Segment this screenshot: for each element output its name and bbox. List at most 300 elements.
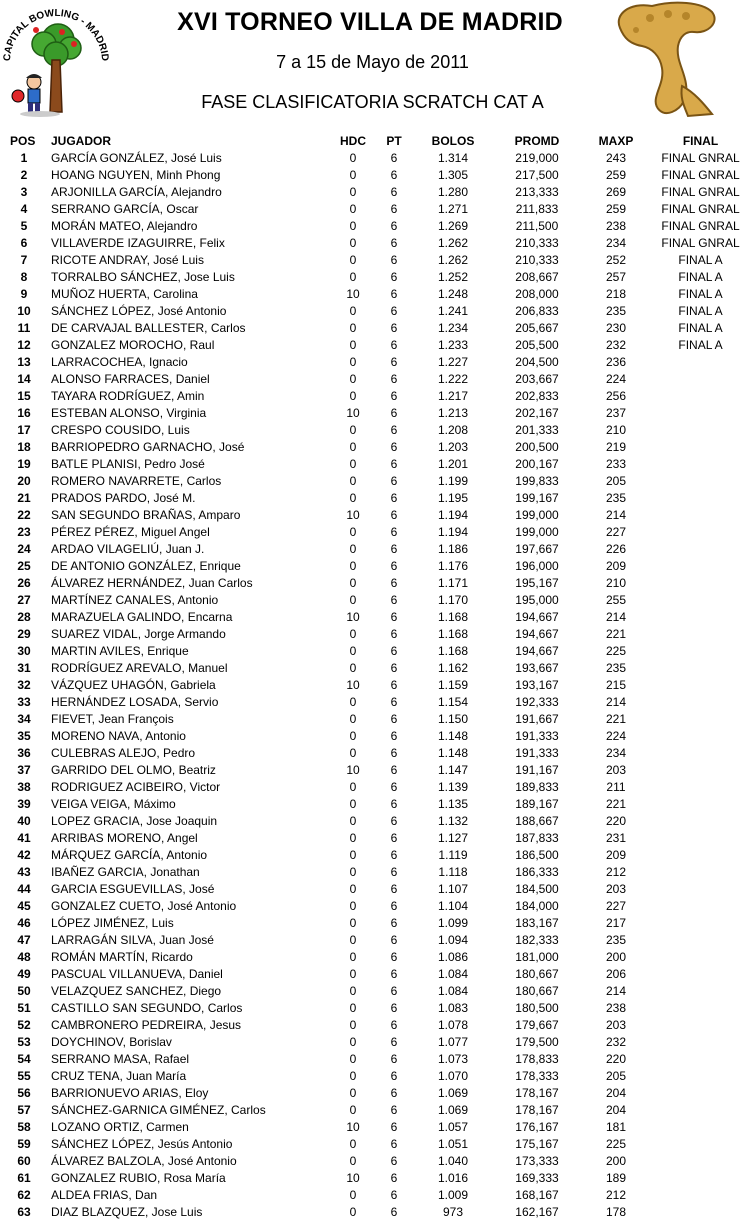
cell-pos: 56 bbox=[17, 1085, 31, 1100]
cell-hdc: 0 bbox=[349, 1085, 357, 1100]
cell-maxp: 212 bbox=[605, 864, 627, 879]
cell-hdc: 0 bbox=[349, 150, 357, 165]
cell-promd: 210,333 bbox=[515, 235, 559, 250]
table-row bbox=[0, 863, 747, 880]
cell-maxp: 238 bbox=[605, 1000, 627, 1015]
table-row bbox=[0, 149, 747, 166]
cell-pos: 22 bbox=[17, 507, 31, 522]
cell-pos: 13 bbox=[17, 354, 31, 369]
cell-final bbox=[651, 778, 747, 795]
cell-maxp: 204 bbox=[605, 1102, 627, 1117]
table-row bbox=[0, 1050, 747, 1067]
cell-final bbox=[651, 387, 747, 404]
cell-bolos: 1.252 bbox=[437, 269, 469, 284]
cell-hdc: 0 bbox=[349, 167, 357, 182]
cell-pos: 5 bbox=[20, 218, 28, 233]
table-row bbox=[0, 642, 747, 659]
cell-pt: 6 bbox=[390, 456, 398, 471]
standings-table bbox=[0, 132, 747, 1220]
cell-jugador: ARRIBAS MORENO, Angel bbox=[51, 830, 198, 845]
cell-pos: 48 bbox=[17, 949, 31, 964]
cell-pt: 6 bbox=[390, 966, 398, 981]
cell-pt: 6 bbox=[390, 422, 398, 437]
table-row bbox=[0, 1152, 747, 1169]
cell-maxp: 181 bbox=[605, 1119, 627, 1134]
cell-pt: 6 bbox=[390, 388, 398, 403]
cell-bolos: 1.168 bbox=[437, 626, 469, 641]
cell-maxp: 178 bbox=[605, 1204, 627, 1219]
cell-final bbox=[651, 625, 747, 642]
cell-pt: 6 bbox=[390, 881, 398, 896]
cell-maxp: 225 bbox=[605, 1136, 627, 1151]
cell-promd: 191,333 bbox=[515, 745, 559, 760]
cell-jugador: SÁNCHEZ LÓPEZ, Jesús Antonio bbox=[51, 1136, 233, 1151]
cell-pt: 6 bbox=[390, 524, 398, 539]
cell-jugador: MARTIN AVILES, Enrique bbox=[51, 643, 189, 658]
cell-promd: 191,333 bbox=[515, 728, 559, 743]
cell-final bbox=[651, 795, 747, 812]
cell-final bbox=[651, 914, 747, 931]
cell-maxp: 226 bbox=[605, 541, 627, 556]
cell-maxp: 221 bbox=[605, 626, 627, 641]
cell-pt: 6 bbox=[390, 184, 398, 199]
cell-final: FINAL A bbox=[678, 320, 723, 335]
cell-bolos: 1.186 bbox=[437, 541, 469, 556]
cell-hdc: 0 bbox=[349, 252, 357, 267]
table-row bbox=[0, 353, 747, 370]
cell-bolos: 1.069 bbox=[437, 1102, 469, 1117]
cell-final bbox=[651, 829, 747, 846]
cell-pos: 60 bbox=[17, 1153, 31, 1168]
cell-pos: 33 bbox=[17, 694, 31, 709]
cell-pos: 55 bbox=[17, 1068, 31, 1083]
cell-final bbox=[651, 642, 747, 659]
cell-maxp: 232 bbox=[605, 337, 627, 352]
cell-pos: 4 bbox=[20, 201, 28, 216]
cell-jugador: SERRANO GARCÍA, Oscar bbox=[51, 201, 199, 216]
cell-bolos: 1.233 bbox=[437, 337, 469, 352]
cell-final bbox=[651, 523, 747, 540]
cell-bolos: 1.150 bbox=[437, 711, 469, 726]
cell-jugador: RODRÍGUEZ AREVALO, Manuel bbox=[51, 660, 228, 675]
cell-pos: 34 bbox=[17, 711, 31, 726]
cell-bolos: 1.147 bbox=[437, 762, 469, 777]
table-row bbox=[0, 965, 747, 982]
cell-final bbox=[651, 948, 747, 965]
cell-maxp: 233 bbox=[605, 456, 627, 471]
cell-promd: 203,667 bbox=[515, 371, 559, 386]
cell-hdc: 10 bbox=[346, 677, 360, 692]
cell-promd: 183,167 bbox=[515, 915, 559, 930]
cell-final bbox=[651, 999, 747, 1016]
cell-promd: 162,167 bbox=[515, 1204, 559, 1219]
cell-pt: 6 bbox=[390, 728, 398, 743]
cell-pos: 57 bbox=[17, 1102, 31, 1117]
cell-hdc: 0 bbox=[349, 201, 357, 216]
cell-bolos: 1.073 bbox=[437, 1051, 469, 1066]
cell-pos: 24 bbox=[17, 541, 31, 556]
cell-maxp: 214 bbox=[605, 983, 627, 998]
table-row bbox=[0, 302, 747, 319]
cell-maxp: 203 bbox=[605, 1017, 627, 1032]
cell-hdc: 0 bbox=[349, 575, 357, 590]
cell-final bbox=[651, 710, 747, 727]
cell-promd: 180,667 bbox=[515, 966, 559, 981]
cell-hdc: 10 bbox=[346, 507, 360, 522]
cell-final: FINAL GNRAL bbox=[661, 184, 740, 199]
cell-bolos: 973 bbox=[442, 1204, 464, 1219]
cell-pt: 6 bbox=[390, 1187, 398, 1202]
cell-final bbox=[651, 1033, 747, 1050]
cell-hdc: 10 bbox=[346, 1119, 360, 1134]
cell-pt: 6 bbox=[390, 1017, 398, 1032]
cell-bolos: 1.104 bbox=[437, 898, 469, 913]
cell-maxp: 200 bbox=[605, 949, 627, 964]
cell-hdc: 0 bbox=[349, 932, 357, 947]
cell-pt: 6 bbox=[390, 932, 398, 947]
table-row bbox=[0, 455, 747, 472]
table-row bbox=[0, 336, 747, 353]
cell-final bbox=[651, 693, 747, 710]
cell-jugador: ROMERO NAVARRETE, Carlos bbox=[51, 473, 222, 488]
cell-maxp: 227 bbox=[605, 524, 627, 539]
cell-promd: 210,333 bbox=[515, 252, 559, 267]
cell-bolos: 1.217 bbox=[437, 388, 469, 403]
cell-pos: 40 bbox=[17, 813, 31, 828]
cell-bolos: 1.084 bbox=[437, 966, 469, 981]
cell-bolos: 1.118 bbox=[438, 864, 468, 879]
cell-jugador: RICOTE ANDRAY, José Luis bbox=[51, 252, 204, 267]
cell-jugador: HOANG NGUYEN, Minh Phong bbox=[51, 167, 221, 182]
cell-promd: 168,167 bbox=[515, 1187, 559, 1202]
cell-bolos: 1.213 bbox=[437, 405, 469, 420]
cell-bolos: 1.099 bbox=[437, 915, 469, 930]
table-row bbox=[0, 1033, 747, 1050]
cell-hdc: 0 bbox=[349, 813, 357, 828]
table-row bbox=[0, 1084, 747, 1101]
cell-maxp: 238 bbox=[605, 218, 627, 233]
cell-jugador: VEIGA VEIGA, Máximo bbox=[51, 796, 176, 811]
cell-hdc: 0 bbox=[349, 269, 357, 284]
cell-final bbox=[651, 1169, 747, 1186]
cell-bolos: 1.070 bbox=[437, 1068, 469, 1083]
cell-promd: 173,333 bbox=[515, 1153, 559, 1168]
cell-pos: 44 bbox=[17, 881, 31, 896]
cell-maxp: 209 bbox=[605, 847, 627, 862]
cell-maxp: 231 bbox=[605, 830, 627, 845]
cell-final bbox=[651, 846, 747, 863]
cell-hdc: 0 bbox=[349, 1153, 357, 1168]
cell-promd: 184,500 bbox=[515, 881, 559, 896]
cell-pos: 51 bbox=[17, 1000, 31, 1015]
cell-pt: 6 bbox=[390, 541, 398, 556]
table-row bbox=[0, 183, 747, 200]
cell-hdc: 0 bbox=[349, 541, 357, 556]
cell-pt: 6 bbox=[390, 439, 398, 454]
cell-final bbox=[651, 676, 747, 693]
cell-bolos: 1.139 bbox=[437, 779, 469, 794]
cell-hdc: 0 bbox=[349, 728, 357, 743]
cell-pt: 6 bbox=[390, 473, 398, 488]
cell-final bbox=[651, 1118, 747, 1135]
cell-final bbox=[651, 659, 747, 676]
cell-hdc: 0 bbox=[349, 643, 357, 658]
cell-hdc: 0 bbox=[349, 830, 357, 845]
cell-bolos: 1.171 bbox=[437, 575, 469, 590]
cell-promd: 208,000 bbox=[515, 286, 559, 301]
cell-bolos: 1.194 bbox=[437, 507, 469, 522]
cell-pt: 6 bbox=[390, 1153, 398, 1168]
cell-jugador: LARRAGÁN SILVA, Juan José bbox=[51, 932, 214, 947]
table-row bbox=[0, 829, 747, 846]
cell-hdc: 0 bbox=[349, 864, 357, 879]
cell-promd: 202,833 bbox=[515, 388, 559, 403]
table-row bbox=[0, 1203, 747, 1220]
table-row bbox=[0, 523, 747, 540]
cell-hdc: 0 bbox=[349, 439, 357, 454]
cell-bolos: 1.170 bbox=[437, 592, 469, 607]
cell-pos: 53 bbox=[17, 1034, 31, 1049]
table-row bbox=[0, 268, 747, 285]
cell-final bbox=[651, 744, 747, 761]
cell-pt: 6 bbox=[390, 711, 398, 726]
cell-jugador: SUAREZ VIDAL, Jorge Armando bbox=[51, 626, 226, 641]
cell-hdc: 0 bbox=[349, 1000, 357, 1015]
cell-final: FINAL GNRAL bbox=[661, 150, 740, 165]
table-row bbox=[0, 914, 747, 931]
cell-promd: 202,167 bbox=[515, 405, 559, 420]
cell-jugador: TAYARA RODRÍGUEZ, Amin bbox=[51, 388, 205, 403]
cell-bolos: 1.057 bbox=[437, 1119, 469, 1134]
cell-hdc: 0 bbox=[349, 847, 357, 862]
cell-pos: 17 bbox=[17, 422, 31, 437]
cell-pos: 23 bbox=[17, 524, 31, 539]
cell-promd: 188,667 bbox=[515, 813, 559, 828]
cell-pos: 12 bbox=[17, 337, 31, 352]
cell-jugador: DIAZ BLAZQUEZ, Jose Luis bbox=[51, 1204, 203, 1219]
cell-maxp: 189 bbox=[605, 1170, 627, 1185]
cell-jugador: GARCÍA GONZÁLEZ, José Luis bbox=[51, 150, 222, 165]
cell-final bbox=[651, 1203, 747, 1220]
table-row bbox=[0, 744, 747, 761]
cell-hdc: 0 bbox=[349, 1136, 357, 1151]
table-row bbox=[0, 506, 747, 523]
cell-bolos: 1.159 bbox=[437, 677, 469, 692]
cell-hdc: 0 bbox=[349, 354, 357, 369]
cell-maxp: 209 bbox=[605, 558, 627, 573]
cell-jugador: GARCIA ESGUEVILLAS, José bbox=[51, 881, 215, 896]
cell-final bbox=[651, 353, 747, 370]
cell-pt: 6 bbox=[390, 1170, 398, 1185]
cell-jugador: VILLAVERDE IZAGUIRRE, Felix bbox=[51, 235, 225, 250]
cell-jugador: FIEVET, Jean François bbox=[51, 711, 174, 726]
cell-hdc: 0 bbox=[349, 1034, 357, 1049]
cell-jugador: TORRALBO SÁNCHEZ, Jose Luis bbox=[51, 269, 235, 284]
cell-final bbox=[651, 1135, 747, 1152]
cell-jugador: GONZALEZ RUBIO, Rosa María bbox=[51, 1170, 226, 1185]
cell-maxp: 255 bbox=[605, 592, 627, 607]
cell-pos: 35 bbox=[17, 728, 31, 743]
cell-pos: 25 bbox=[17, 558, 31, 573]
cell-pt: 6 bbox=[390, 235, 398, 250]
cell-hdc: 0 bbox=[349, 1102, 357, 1117]
cell-final bbox=[651, 608, 747, 625]
table-row bbox=[0, 489, 747, 506]
cell-promd: 182,333 bbox=[515, 932, 559, 947]
cell-final bbox=[651, 812, 747, 829]
cell-pos: 27 bbox=[17, 592, 31, 607]
cell-final bbox=[651, 880, 747, 897]
cell-final bbox=[651, 1152, 747, 1169]
cell-bolos: 1.069 bbox=[437, 1085, 469, 1100]
table-row bbox=[0, 931, 747, 948]
cell-pos: 26 bbox=[17, 575, 31, 590]
cell-bolos: 1.234 bbox=[437, 320, 469, 335]
cell-jugador: CRUZ TENA, Juan María bbox=[51, 1068, 187, 1083]
cell-jugador: SAN SEGUNDO BRAÑAS, Amparo bbox=[51, 507, 241, 522]
cell-maxp: 224 bbox=[605, 728, 627, 743]
cell-pos: 42 bbox=[17, 847, 31, 862]
cell-bolos: 1.119 bbox=[438, 847, 468, 862]
cell-bolos: 1.132 bbox=[437, 813, 469, 828]
table-row bbox=[0, 370, 747, 387]
cell-pos: 11 bbox=[17, 320, 31, 335]
col-header-final: FINAL bbox=[682, 133, 719, 148]
cell-promd: 179,500 bbox=[515, 1034, 559, 1049]
cell-bolos: 1.040 bbox=[437, 1153, 469, 1168]
cell-promd: 211,833 bbox=[515, 201, 559, 216]
cell-jugador: MUÑOZ HUERTA, Carolina bbox=[51, 286, 198, 301]
cell-bolos: 1.168 bbox=[437, 609, 469, 624]
cell-bolos: 1.009 bbox=[437, 1187, 469, 1202]
cell-maxp: 234 bbox=[605, 235, 627, 250]
cell-jugador: ALONSO FARRACES, Daniel bbox=[51, 371, 210, 386]
cell-maxp: 214 bbox=[605, 609, 627, 624]
table-row bbox=[0, 778, 747, 795]
cell-pos: 18 bbox=[17, 439, 31, 454]
table-row bbox=[0, 846, 747, 863]
cell-pt: 6 bbox=[390, 303, 398, 318]
table-row bbox=[0, 795, 747, 812]
table-row bbox=[0, 693, 747, 710]
cell-promd: 217,500 bbox=[515, 167, 559, 182]
cell-hdc: 0 bbox=[349, 235, 357, 250]
cell-pt: 6 bbox=[390, 354, 398, 369]
cell-bolos: 1.016 bbox=[437, 1170, 469, 1185]
cell-final bbox=[651, 1016, 747, 1033]
cell-pos: 47 bbox=[17, 932, 31, 947]
cell-promd: 178,833 bbox=[515, 1051, 559, 1066]
cell-jugador: BARRIOPEDRO GARNACHO, José bbox=[51, 439, 245, 454]
cell-maxp: 219 bbox=[605, 439, 627, 454]
table-row bbox=[0, 999, 747, 1016]
cell-hdc: 0 bbox=[349, 184, 357, 199]
cell-maxp: 235 bbox=[605, 303, 627, 318]
cell-pt: 6 bbox=[390, 779, 398, 794]
svg-text:CAPITAL BOWLING - MADRID: CAPITAL BOWLING - MADRID bbox=[1, 7, 110, 62]
table-row bbox=[0, 948, 747, 965]
cell-promd: 191,667 bbox=[515, 711, 559, 726]
cell-hdc: 0 bbox=[349, 490, 357, 505]
cell-pt: 6 bbox=[390, 762, 398, 777]
cell-maxp: 269 bbox=[605, 184, 627, 199]
cell-hdc: 0 bbox=[349, 881, 357, 896]
cell-jugador: CRESPO COUSIDO, Luis bbox=[51, 422, 190, 437]
cell-hdc: 0 bbox=[349, 915, 357, 930]
cell-bolos: 1.208 bbox=[437, 422, 469, 437]
cell-bolos: 1.271 bbox=[437, 201, 469, 216]
cell-hdc: 0 bbox=[349, 1068, 357, 1083]
cell-jugador: LOZANO ORTIZ, Carmen bbox=[51, 1119, 189, 1134]
cell-promd: 200,167 bbox=[515, 456, 559, 471]
table-row bbox=[0, 1135, 747, 1152]
cell-maxp: 211 bbox=[606, 779, 626, 794]
table-row bbox=[0, 676, 747, 693]
table-row bbox=[0, 540, 747, 557]
cell-pt: 6 bbox=[390, 320, 398, 335]
cell-hdc: 0 bbox=[349, 303, 357, 318]
cell-jugador: LARRACOCHEA, Ignacio bbox=[51, 354, 188, 369]
cell-hdc: 0 bbox=[349, 779, 357, 794]
cell-promd: 196,000 bbox=[515, 558, 559, 573]
cell-hdc: 10 bbox=[346, 405, 360, 420]
cell-pos: 14 bbox=[17, 371, 31, 386]
cell-promd: 180,500 bbox=[515, 1000, 559, 1015]
cell-final bbox=[651, 438, 747, 455]
cell-promd: 186,333 bbox=[515, 864, 559, 879]
cell-pt: 6 bbox=[390, 847, 398, 862]
cell-jugador: SÁNCHEZ-GARNICA GIMÉNEZ, Carlos bbox=[51, 1102, 266, 1117]
cell-promd: 205,667 bbox=[515, 320, 559, 335]
cell-promd: 199,833 bbox=[515, 473, 559, 488]
cell-bolos: 1.201 bbox=[437, 456, 469, 471]
cell-pos: 15 bbox=[17, 388, 31, 403]
table-row bbox=[0, 659, 747, 676]
cell-promd: 206,833 bbox=[515, 303, 559, 318]
cell-hdc: 0 bbox=[349, 524, 357, 539]
cell-bolos: 1.227 bbox=[437, 354, 469, 369]
cell-bolos: 1.078 bbox=[437, 1017, 469, 1032]
cell-pt: 6 bbox=[390, 813, 398, 828]
cell-maxp: 203 bbox=[605, 881, 627, 896]
cell-hdc: 0 bbox=[349, 983, 357, 998]
cell-jugador: PÉREZ PÉREZ, Miguel Angel bbox=[51, 524, 210, 539]
col-header-hdc: HDC bbox=[340, 133, 366, 148]
cell-hdc: 10 bbox=[346, 1170, 360, 1185]
cell-promd: 199,000 bbox=[515, 507, 559, 522]
table-row bbox=[0, 1118, 747, 1135]
cell-promd: 186,500 bbox=[515, 847, 559, 862]
cell-promd: 219,000 bbox=[515, 150, 559, 165]
cell-pt: 6 bbox=[390, 830, 398, 845]
cell-jugador: MARTÍNEZ CANALES, Antonio bbox=[51, 592, 219, 607]
cell-pt: 6 bbox=[390, 1000, 398, 1015]
cell-hdc: 0 bbox=[349, 388, 357, 403]
cell-bolos: 1.162 bbox=[437, 660, 469, 675]
cell-jugador: VÁZQUEZ UHAGÓN, Gabriela bbox=[51, 677, 216, 692]
cell-hdc: 0 bbox=[349, 1051, 357, 1066]
cell-promd: 200,500 bbox=[515, 439, 559, 454]
cell-hdc: 0 bbox=[349, 592, 357, 607]
cell-bolos: 1.280 bbox=[437, 184, 469, 199]
cell-final bbox=[651, 421, 747, 438]
cell-hdc: 10 bbox=[346, 609, 360, 624]
cell-final bbox=[651, 1186, 747, 1203]
cell-maxp: 203 bbox=[605, 762, 627, 777]
cell-hdc: 0 bbox=[349, 1017, 357, 1032]
table-row bbox=[0, 880, 747, 897]
cell-pos: 63 bbox=[17, 1204, 31, 1219]
